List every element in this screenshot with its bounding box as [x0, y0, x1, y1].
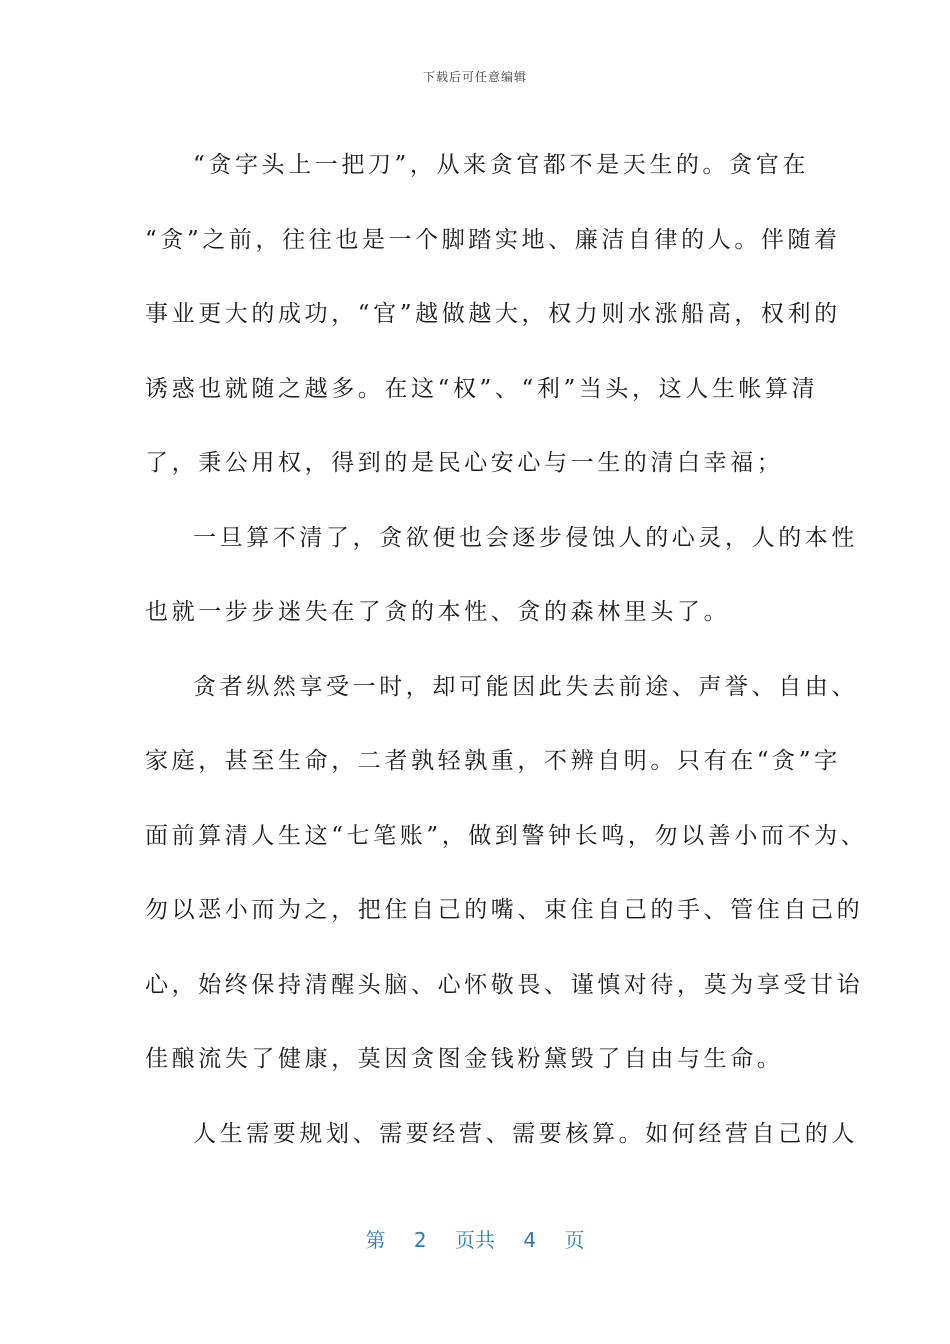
text-line: 心，始终保持清醒头脑、心怀敬畏、谨慎对待，莫为享受甘诒 [145, 971, 864, 998]
document-body [145, 128, 868, 1171]
text-line: 诱惑也就随之越多。在这“权”、“利”当头，这人生帐算清 [145, 375, 819, 402]
text-line: 人生需要规划、需要经营、需要核算。如何经营自己的人 [193, 1120, 858, 1147]
paragraph-2 [145, 501, 858, 650]
text-line: 了，秉公用权，得到的是民心安心与一生的清白幸福； [145, 450, 784, 476]
page-label-prefix: 第 [365, 1228, 386, 1252]
text-line: 事业更大的成功，“官”越做越大，权力则水涨船高，权利的 [145, 301, 841, 327]
page-footer [0, 1224, 950, 1253]
text-line: 也就一步步迷失在了贪的本性、贪的森林里头了。 [145, 599, 731, 625]
text-line: 一旦算不清了，贪欲便也会逐步侵蚀人的心灵，人的本性 [193, 524, 858, 551]
text-line: “贪”之前，往往也是一个脚踏实地、廉洁自律的人。伴随着 [145, 226, 841, 253]
paragraph-1 [145, 128, 841, 501]
paragraph-3 [145, 650, 868, 1097]
text-line: 佳酿流失了健康，莫因贪图金钱粉黛毁了自由与生命。 [145, 1046, 784, 1072]
text-line: 勿以恶小而为之，把住自己的嘴、束住自己的手、管住自己的 [145, 897, 864, 923]
text-line: 面前算清人生这“七笔账”，做到警钟长鸣，勿以善小而不为、 [145, 822, 868, 849]
page-label-middle: 页共 [455, 1228, 495, 1252]
current-page-number: 2 [413, 1228, 427, 1252]
text-line: 贪者纵然享受一时，却可能因此失去前途、声誉、自由、 [193, 673, 858, 700]
text-line: “贪字头上一把刀”，从来贪官都不是天生的。贪官在 [193, 152, 809, 178]
text-line: 家庭，甚至生命，二者孰轻孰重，不辨自明。只有在“贪”字 [145, 748, 841, 774]
total-page-number: 4 [523, 1228, 537, 1252]
page-label-suffix: 页 [564, 1228, 585, 1252]
page-header: 下载后可任意编辑 [422, 70, 527, 84]
paragraph-4 [145, 1097, 858, 1172]
